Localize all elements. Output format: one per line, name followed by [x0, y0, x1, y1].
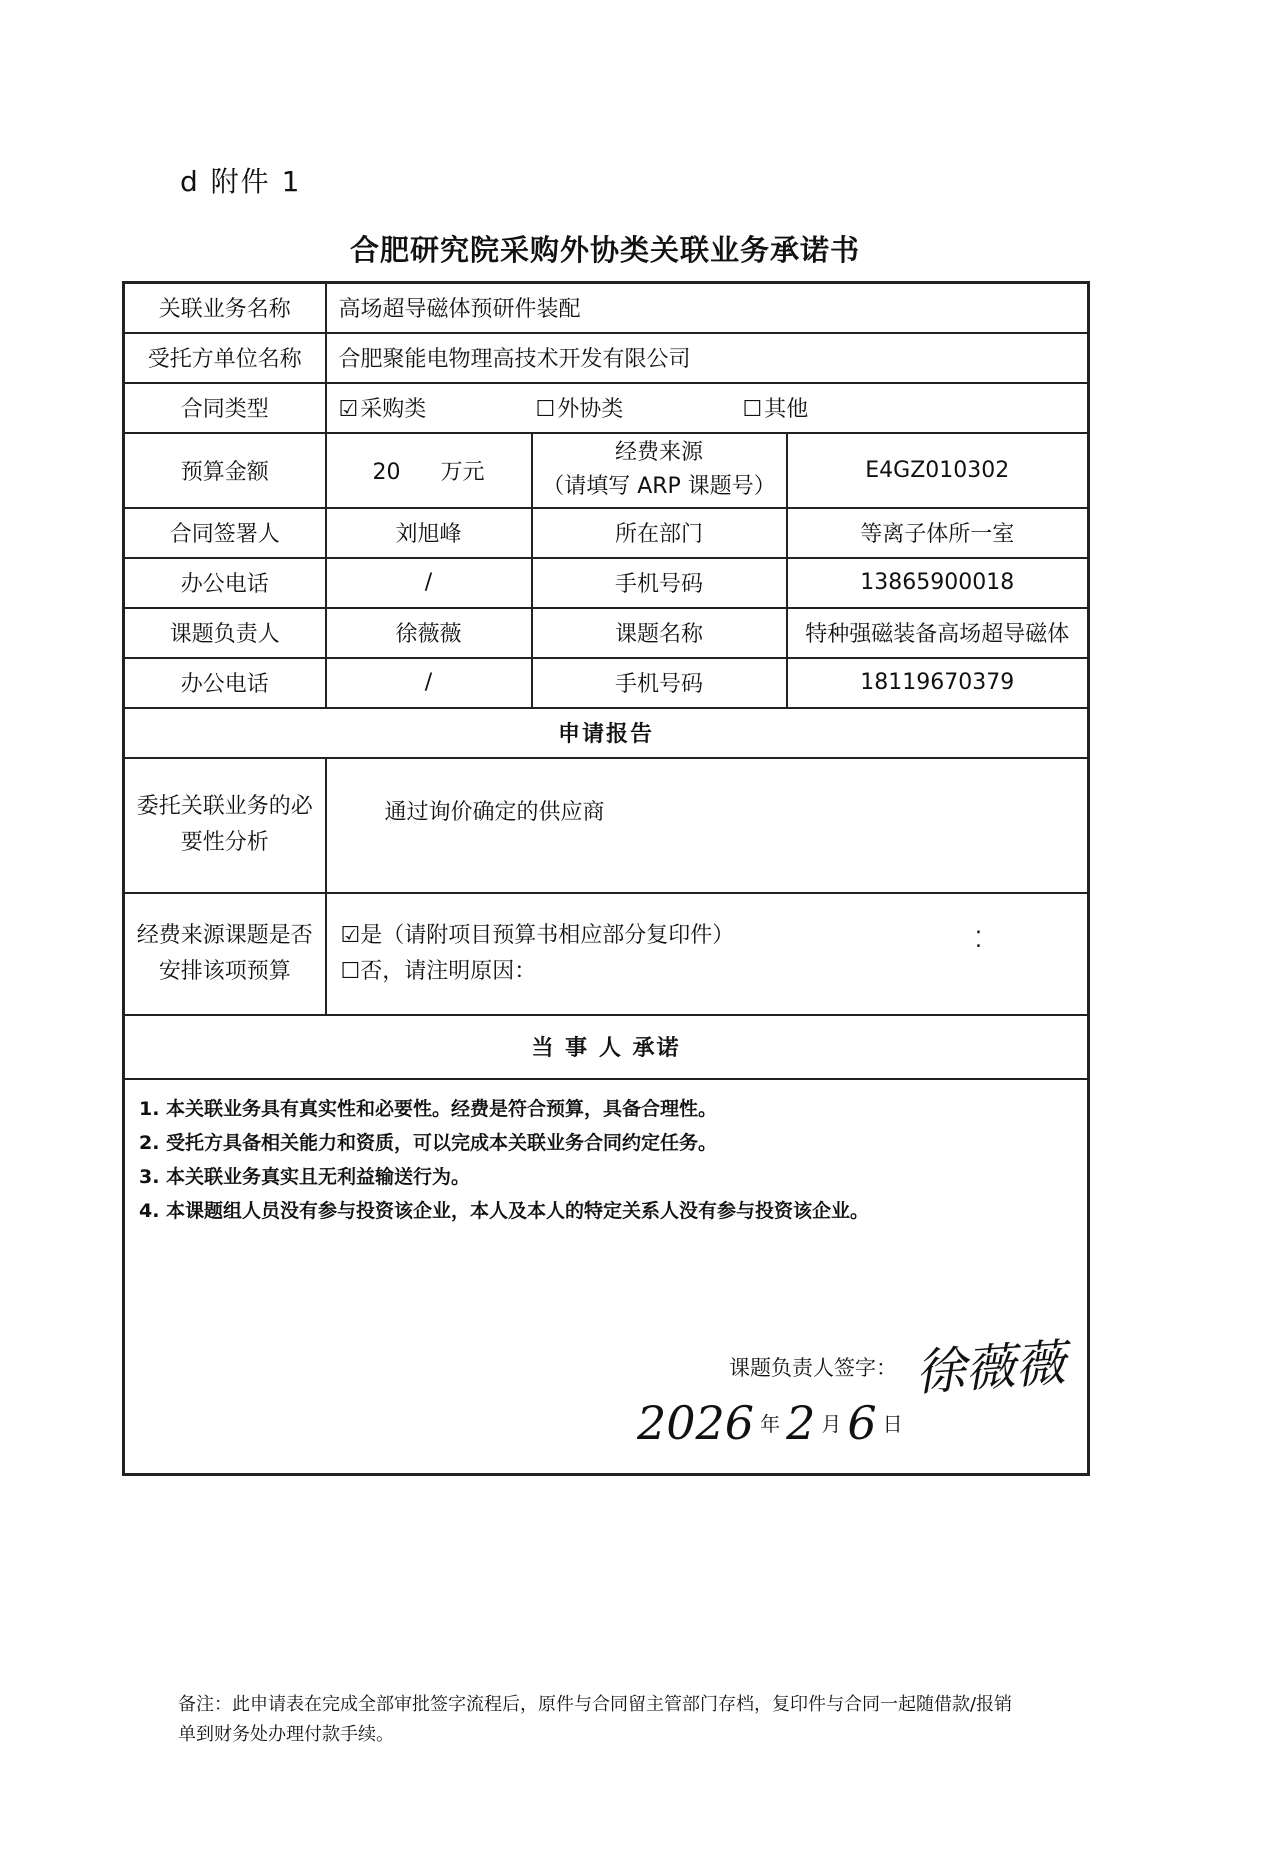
office-phone-label: 办公电话 [124, 658, 326, 708]
budget-arranged-options [326, 893, 1089, 1015]
no-text: 否，请注明原因： [360, 958, 537, 984]
report-header: 申请报告 [124, 708, 1089, 758]
date-day: 6 [847, 1395, 877, 1450]
row-leader [124, 608, 1089, 658]
handwritten-signature: 徐薇薇 [913, 1333, 1068, 1402]
dept-label: 所在部门 [532, 508, 787, 558]
commitment-item: 1. 本关联业务具有真实性和必要性。经费是符合预算，具备合理性。 [139, 1097, 718, 1120]
row-phone-2 [124, 658, 1089, 708]
dept-value: 等离子体所一室 [787, 508, 1089, 558]
month-unit: 月 [821, 1411, 842, 1436]
signature-area [125, 1228, 1087, 1473]
row-budget-arranged [124, 893, 1089, 1015]
year-unit: 年 [760, 1411, 781, 1436]
checked-box-icon: ☑ [338, 397, 359, 422]
row-report-header [124, 708, 1089, 758]
commitment-item: 4. 本课题组人员没有参与投资该企业，本人及本人的特定关系人没有参与投资该企业。 [139, 1199, 870, 1222]
checked-box-icon: ☑ [340, 922, 361, 948]
mobile-value: 18119670379 [787, 658, 1089, 708]
signer-label: 合同签署人 [124, 508, 326, 558]
contract-type-label: 合同类型 [124, 383, 326, 433]
row-budget [124, 433, 1089, 508]
business-name-label: 关联业务名称 [124, 283, 326, 333]
empty-box-icon: ☐ [535, 397, 556, 422]
budget-value-cell [326, 433, 532, 508]
stray-mark: ⁚ [975, 928, 982, 953]
contract-type-other [743, 392, 809, 423]
contract-type-options [326, 383, 1089, 433]
necessity-value: 通过询价确定的供应商 [326, 758, 1089, 893]
row-commitments [124, 1079, 1089, 1475]
mobile-label: 手机号码 [532, 558, 787, 608]
business-name-value: 高场超导磁体预研件装配 [326, 283, 1089, 333]
office-phone-value: / [326, 558, 532, 608]
attachment-label: d 附件 1 [180, 165, 302, 198]
necessity-label-line1: 委托关联业务的必 [136, 794, 313, 819]
row-commit-header [124, 1015, 1089, 1079]
date-year: 2026 [637, 1395, 755, 1450]
budget-arranged-label-cell [124, 893, 326, 1015]
signature-label: 课题负责人签字： [729, 1355, 897, 1380]
empty-box-icon: ☐ [742, 397, 763, 422]
project-name-label: 课题名称 [532, 608, 787, 658]
commitment-item: 2. 受托方具备相关能力和资质，可以完成本关联业务合同约定任务。 [139, 1131, 718, 1154]
date-month: 2 [786, 1395, 816, 1450]
no-option [341, 954, 1088, 990]
note-line-1: 备注：此申请表在完成全部审批签字流程后，原件与合同留主管部门存档，复印件与合同一起随借款/报销 [178, 1694, 1013, 1715]
row-entrusted [124, 333, 1089, 383]
commitment-item: 3. 本关联业务真实且无利益输送行为。 [139, 1165, 471, 1188]
project-name-value: 特种强磁装备高场超导磁体 [787, 608, 1089, 658]
leader-value: 徐薇薇 [326, 608, 532, 658]
yes-text: 是（请附项目预算书相应部分复印件） [360, 922, 735, 948]
row-contract-type [124, 383, 1089, 433]
office-phone-value: / [326, 658, 532, 708]
fund-source-label-cell [532, 433, 787, 508]
empty-box-icon: ☐ [340, 958, 361, 984]
row-business-name [124, 283, 1089, 333]
row-phone-1 [124, 558, 1089, 608]
budget-amount: 20 [372, 459, 401, 485]
handwritten-date [637, 1396, 909, 1450]
entrusted-value: 合肥聚能电物理高技术开发有限公司 [326, 333, 1089, 383]
outsourcing-label: 外协类 [557, 397, 624, 422]
budget-label: 预算金额 [124, 433, 326, 508]
necessity-label-cell [124, 758, 326, 893]
mobile-label: 手机号码 [532, 658, 787, 708]
necessity-label-line2: 要性分析 [180, 830, 269, 855]
commitments-cell [124, 1079, 1089, 1475]
signer-value: 刘旭峰 [326, 508, 532, 558]
purchase-label: 采购类 [360, 397, 427, 422]
row-necessity [124, 758, 1089, 893]
note-line-2: 单到财务处办理付款手续。 [178, 1724, 394, 1745]
row-signer [124, 508, 1089, 558]
fund-source-sub: （请填写 ARP 课题号） [542, 474, 776, 499]
entrusted-label: 受托方单位名称 [124, 333, 326, 383]
fund-source-value: E4GZ010302 [787, 433, 1089, 508]
day-unit: 日 [882, 1411, 903, 1436]
commitment-form [122, 281, 1090, 1476]
commitments-list [125, 1080, 1087, 1228]
leader-label: 课题负责人 [124, 608, 326, 658]
document-title: 合肥研究院采购外协类关联业务承诺书 [349, 233, 860, 267]
fund-source-label: 经费来源 [614, 440, 703, 465]
budget-arranged-label-line1: 经费来源课题是否 [136, 922, 313, 948]
budget-arranged-label-line2: 安排该项预算 [158, 958, 291, 984]
commit-header: 当 事 人 承诺 [124, 1015, 1089, 1079]
office-phone-label: 办公电话 [124, 558, 326, 608]
mobile-value: 13865900018 [787, 558, 1089, 608]
footer-note [178, 1690, 1088, 1750]
contract-type-outsourcing [536, 392, 736, 423]
contract-type-purchase [339, 392, 529, 423]
other-label: 其他 [764, 397, 809, 422]
budget-unit: 万元 [440, 459, 485, 485]
